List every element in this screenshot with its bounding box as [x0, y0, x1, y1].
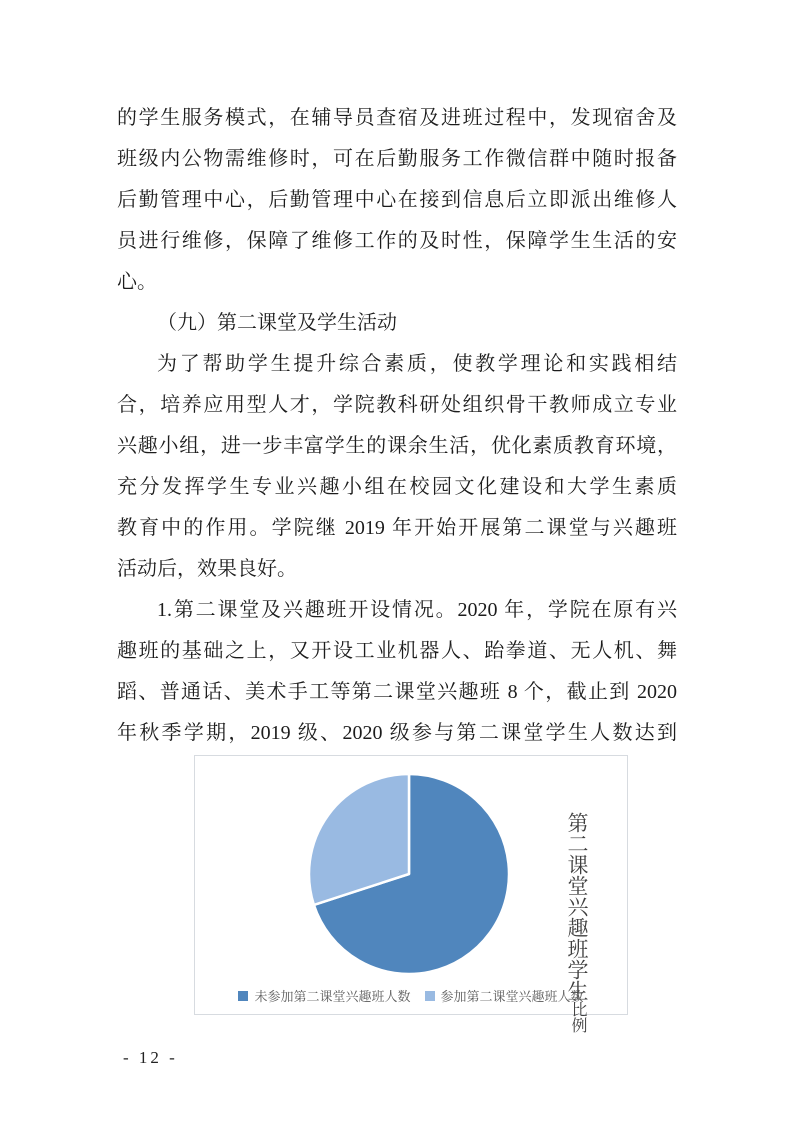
text-line: 心。: [117, 271, 157, 293]
legend-swatch-non-participants: [238, 991, 248, 1001]
chart-legend: [195, 986, 627, 1005]
text-line: 活动后，效果良好。: [117, 558, 297, 580]
legend-label-non-participants: 未参加第二课堂兴趣班人数: [254, 989, 411, 1004]
text-line: 合，培养应用型人才，学院教科研处组织骨干教师成立专业: [117, 394, 677, 416]
text-line: 的学生服务模式，在辅导员查宿及进班过程中，发现宿舍及: [117, 107, 677, 129]
text-line: 趣班的基础之上，又开设工业机器人、跆拳道、无人机、舞: [117, 640, 677, 662]
text-line: 充分发挥学生专业兴趣小组在校园文化建设和大学生素质: [117, 476, 677, 498]
pie-chart-frame: [194, 755, 628, 1033]
document-body: [117, 98, 677, 754]
text-line: 员进行维修，保障了维修工作的及时性，保障学生生活的安: [117, 230, 677, 252]
text-line: 后勤管理中心，后勤管理中心在接到信息后立即派出维修人: [117, 189, 677, 211]
text-line: 兴趣小组，进一步丰富学生的课余生活，优化素质教育环境，: [117, 435, 677, 457]
pie-chart: [305, 770, 513, 978]
legend-item-non-participants: [238, 986, 410, 1005]
legend-swatch-participants: [425, 991, 435, 1001]
text-line: 1.第二课堂及兴趣班开设情况。2020 年，学院在原有兴: [157, 599, 677, 621]
legend-item-participants: [425, 986, 584, 1005]
paragraph-2: [117, 344, 677, 590]
legend-label-participants: 参加第二课堂兴趣班人数: [440, 989, 584, 1004]
text-line: 教育中的作用。学院继 2019 年开始开展第二课堂与兴趣班: [117, 517, 677, 539]
text-line: 蹈、普通话、美术手工等第二课堂兴趣班 8 个，截止到 2020: [117, 681, 677, 703]
section-heading: （九）第二课堂及学生活动: [157, 312, 397, 334]
paragraph-1: [117, 98, 677, 303]
chart-title-tail: 比例: [569, 1001, 586, 1033]
paragraph-3: [117, 590, 677, 754]
page-number: - 12 -: [123, 1048, 178, 1067]
text-line: 为了帮助学生提升综合素质，使教学理论和实践相结: [157, 353, 677, 375]
chart-title-main: 第二课堂兴趣班学生: [565, 812, 589, 1001]
text-line: 年秋季学期，2019 级、2020 级参与第二课堂学生人数达到: [117, 722, 677, 744]
text-line: 班级内公物需维修时，可在后勤服务工作微信群中随时报备: [117, 148, 677, 170]
